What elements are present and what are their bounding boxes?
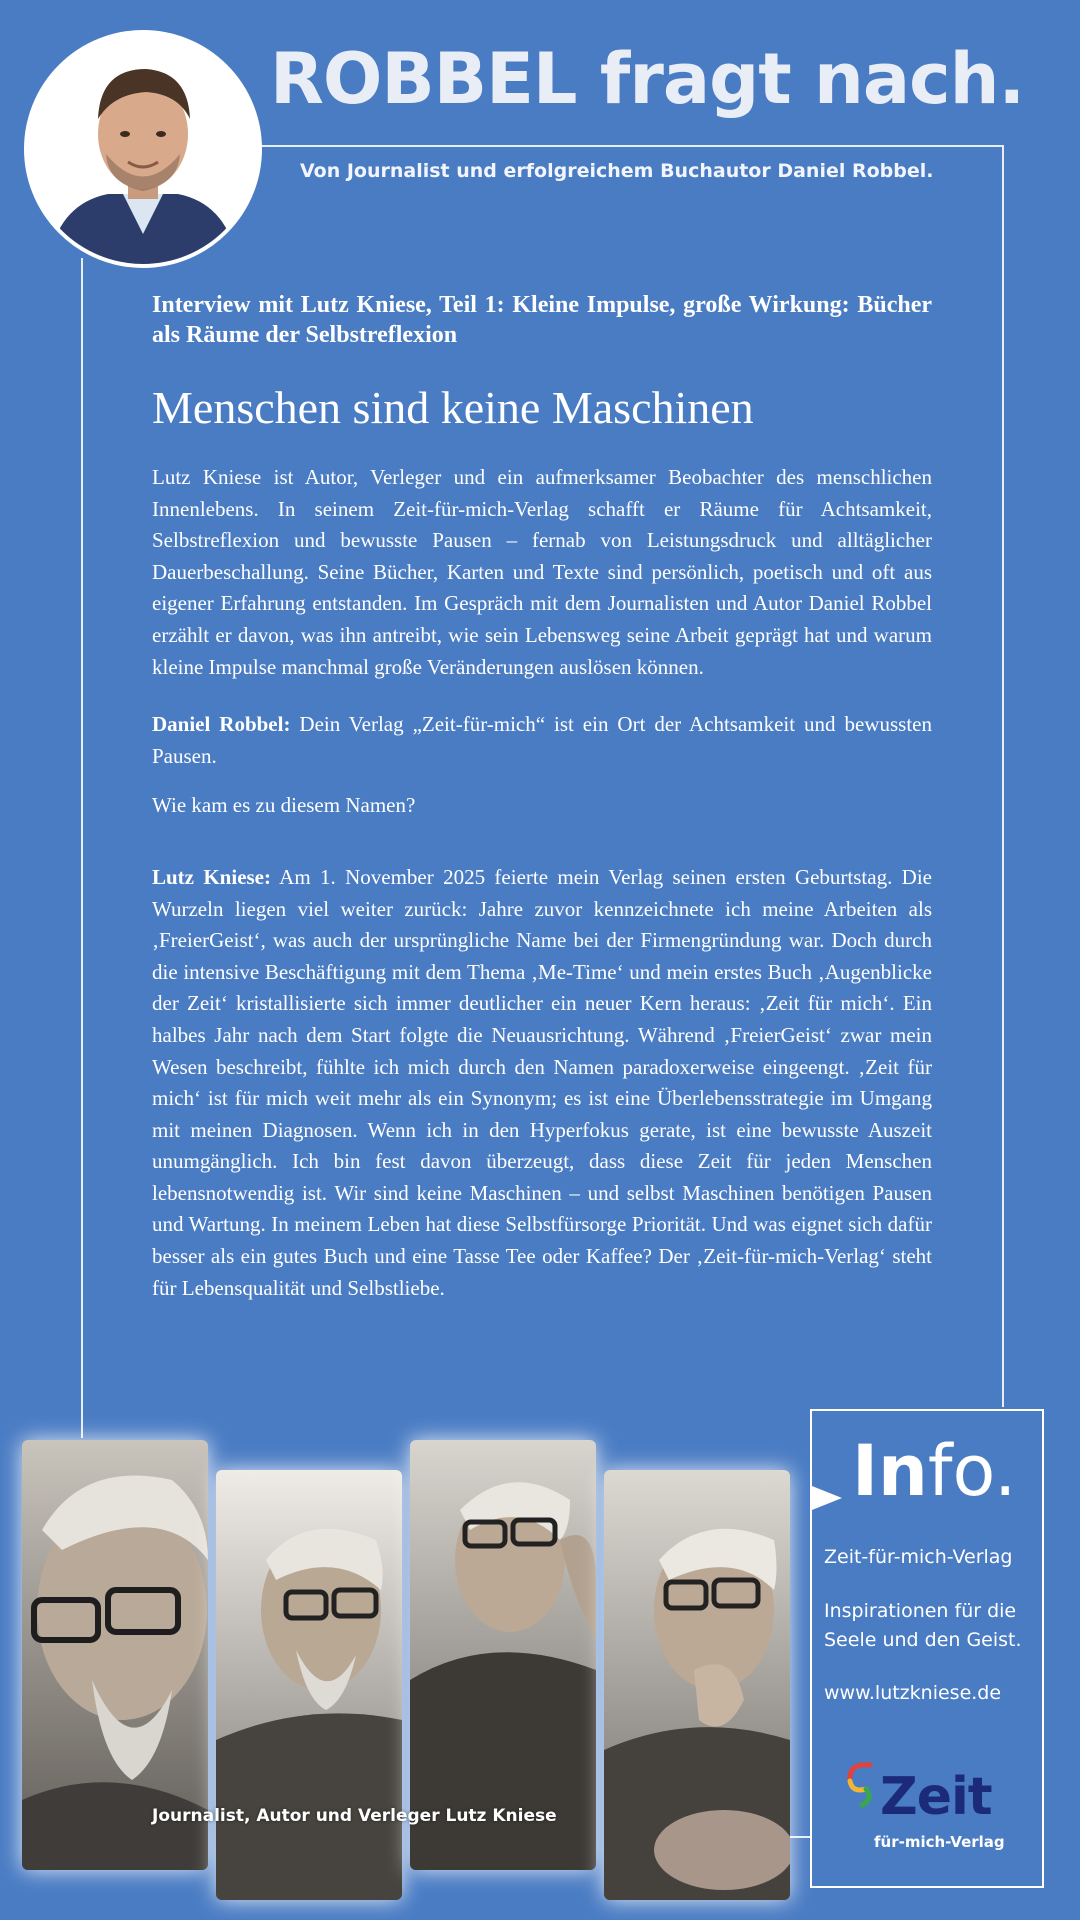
info-website[interactable]: www.lutzkniese.de bbox=[824, 1682, 1002, 1704]
answer-1-text: Am 1. November 2025 feierte mein Verlag seinen ersten Geburtstag. Die Wurzeln liegen viel weiter zurück: Jahre zuvor kennzeichnete ich meine Arbeiten als ‚FreierGeist‘, was auch der ursprüngliche Name bei der Firmengründung war. Doch durch die intensive Beschäftigung mit dem Thema ‚Me-Time‘ und mein erstes Buch ‚Augenblicke der Zeit‘ kristallisierte sich immer deutlicher ein neuer Kern heraus: ‚Zeit für mich‘. Ein halbes Jahr nach dem Start folgte die Neuausrichtung. Während ‚FreierGeist‘ zwar mein Wesen beschreibt, fühlte ich mich durch den Namen paradoxerweise eingeengt. ‚Zeit für mich‘ ist für mich weit mehr als ein Synonym; es ist eine Überlebensstrategie im Umgang mit meinen Diagnosen. Wenn ich in den Hyperfokus gerate, ist eine bewusste Auszeit unumgänglich. Ich bin fest davon überzeugt, dass diese Zeit für jeden Menschen lebensnotwendig ist. Wir sind keine Maschinen – und selbst Maschinen benötigen Pausen und Wartung. In meinem Leben hat diese Selbstfürsorge Priorität. Und was eignet sich dafür besser als ein gutes Buch und eine Tasse Tee oder Kaffee? Der ‚Zeit-für-mich-Verlag‘ steht für Lebensqualität und Selbstliebe. bbox=[152, 864, 933, 1300]
info-title-light: fo. bbox=[927, 1430, 1017, 1512]
photo-2-image bbox=[216, 1470, 402, 1900]
photo-4-image bbox=[604, 1470, 790, 1900]
question-1-speaker: Daniel Robbel: bbox=[152, 712, 291, 737]
frame-bottom-line bbox=[790, 1836, 810, 1838]
info-publisher: Zeit-für-mich-Verlag bbox=[824, 1546, 1013, 1568]
photo-caption: Journalist, Autor und Verleger Lutz Kniese bbox=[152, 1806, 557, 1826]
frame-top-line bbox=[256, 145, 1004, 147]
frame-right-line bbox=[1002, 145, 1004, 1407]
article-intro: Lutz Kniese ist Autor, Verleger und ein aufmerksamer Beobachter des menschlichen Innenlebens. In seinem Zeit-für-mich-Verlag schafft er Räume für Achtsamkeit, Selbstreflexion und bewusste Pausen – fernab von Leistungsdruck und alltäglicher Dauerbeschallung. Seine Bücher, Karten und Texte sind persönlich, poetisch und oft aus eigener Erfahrung entstanden. Im Gespräch mit dem Journalisten und Autor Daniel Robbel erzählt er davon, was ihn antreibt, wie sein Lebensweg seine Arbeit geprägt hat und warum kleine Impulse manchmal große Veränderungen auslösen können. bbox=[152, 465, 932, 679]
logo-swirl-icon bbox=[840, 1759, 880, 1809]
byline: Von Journalist und erfolgreichem Buchautor Daniel Robbel. bbox=[300, 160, 934, 182]
question-1-followup: Wie kam es zu diesem Namen? bbox=[152, 793, 416, 818]
photo-4 bbox=[604, 1470, 790, 1900]
article-title: Menschen sind keine Maschinen bbox=[152, 382, 754, 433]
answer-1-speaker: Lutz Kniese: bbox=[152, 864, 271, 889]
article-kicker: Interview mit Lutz Kniese, Teil 1: Kleine Impulse, große Wirkung: Bücher als Räume der Selbstreflexion bbox=[152, 292, 932, 348]
photo-2 bbox=[216, 1470, 402, 1900]
logo-word: Zeit bbox=[880, 1767, 992, 1827]
answer-1 bbox=[152, 862, 932, 1304]
question-1 bbox=[152, 709, 932, 772]
question-1-text: Dein Verlag „Zeit-für-mich“ ist ein Ort der Achtsamkeit und bewussten Pausen. bbox=[152, 712, 932, 768]
headline: ROBBEL fragt nach. bbox=[270, 38, 1025, 120]
info-box bbox=[810, 1409, 1044, 1888]
frame-left-line bbox=[81, 258, 83, 1438]
author-portrait bbox=[24, 30, 262, 268]
info-tagline: Inspirationen für die Seele und den Geist. bbox=[824, 1600, 1022, 1651]
info-title bbox=[852, 1431, 1016, 1511]
info-title-bold: In bbox=[852, 1430, 928, 1512]
portrait-image bbox=[28, 34, 258, 264]
info-triangle-icon bbox=[812, 1486, 842, 1510]
article bbox=[152, 290, 932, 1304]
logo-subtitle: für-mich-Verlag bbox=[874, 1833, 1005, 1851]
